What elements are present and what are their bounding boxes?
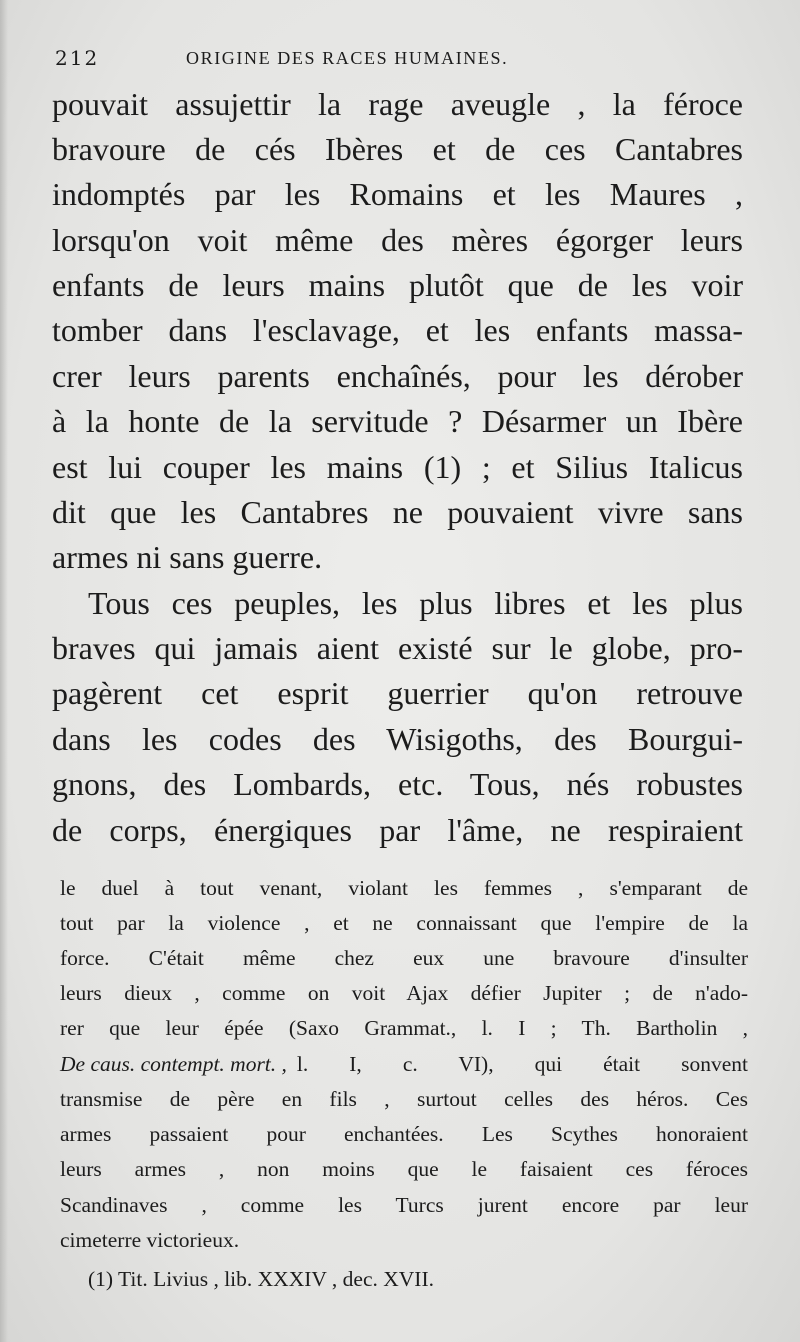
body-line: de corps, énergiques par l'âme, ne respiraient (52, 812, 743, 848)
italic-citation: De caus. contempt. mort. , (60, 1052, 287, 1076)
note-line: rer que leur épée (Saxo Grammat., l. I ; Th. Bartholin , (60, 1016, 748, 1040)
body-line: indomptés par les Romains et les Maures , (52, 176, 743, 212)
note-line: leurs armes , non moins que le faisaient ces féroces (60, 1157, 748, 1181)
note-line: force. C'était même chez eux une bravoure d'insulter (60, 946, 748, 970)
body-line: armes ni sans guerre. (52, 539, 323, 575)
body-line: dans les codes des Wisigoths, des Bourgui- (52, 721, 743, 757)
note-line: Scandinaves , comme les Turcs jurent encore par leur (60, 1193, 748, 1217)
note-line: armes passaient pour enchantées. Les Scythes honoraient (60, 1122, 748, 1146)
body-line: pouvait assujettir la rage aveugle , la féroce (52, 86, 743, 122)
note-line: leurs dieux , comme on voit Ajax défier Jupiter ; de n'ado- (60, 981, 748, 1005)
body-line: à la honte de la servitude ? Désarmer un Ibère (52, 403, 743, 439)
footnote: (1) Tit. Livius , lib. XXXIV , dec. XVII. (88, 1267, 434, 1291)
body-line: bravoure de cés Ibères et de ces Cantabres (52, 131, 743, 167)
note-line: cimeterre victorieux. (60, 1228, 240, 1252)
note-line (60, 1050, 748, 1078)
body-line: est lui couper les mains (1) ; et Silius Italicus (52, 449, 743, 485)
page-number: 212 (55, 46, 100, 70)
body-line: lorsqu'on voit même des mères égorger leurs (52, 222, 743, 258)
body-line: gnons, des Lombards, etc. Tous, nés robustes (52, 766, 743, 802)
body-line: enfants de leurs mains plutôt que de les voir (52, 267, 743, 303)
note-line: tout par la violence , et ne connaissant que l'empire de la (60, 911, 748, 935)
note-line-rest: l. I, c. VI), qui était sonvent (296, 1052, 748, 1076)
running-head (0, 42, 800, 76)
running-title: ORIGINE DES RACES HUMAINES. (186, 48, 509, 68)
body-line: braves qui jamais aient existé sur le globe, pro- (52, 630, 743, 666)
body-line: dit que les Cantabres ne pouvaient vivre sans (52, 494, 743, 530)
note-line: le duel à tout venant, violant les femmes , s'emparant de (60, 876, 748, 900)
body-line: crer leurs parents enchaînés, pour les dérober (52, 358, 743, 394)
body-line: Tous ces peuples, les plus libres et les plus (88, 585, 743, 621)
note-line: transmise de père en fils , surtout celles des héros. Ces (60, 1087, 748, 1111)
body-line: tomber dans l'esclavage, et les enfants massa- (52, 312, 743, 348)
body-line: pagèrent cet esprit guerrier qu'on retrouve (52, 675, 743, 711)
